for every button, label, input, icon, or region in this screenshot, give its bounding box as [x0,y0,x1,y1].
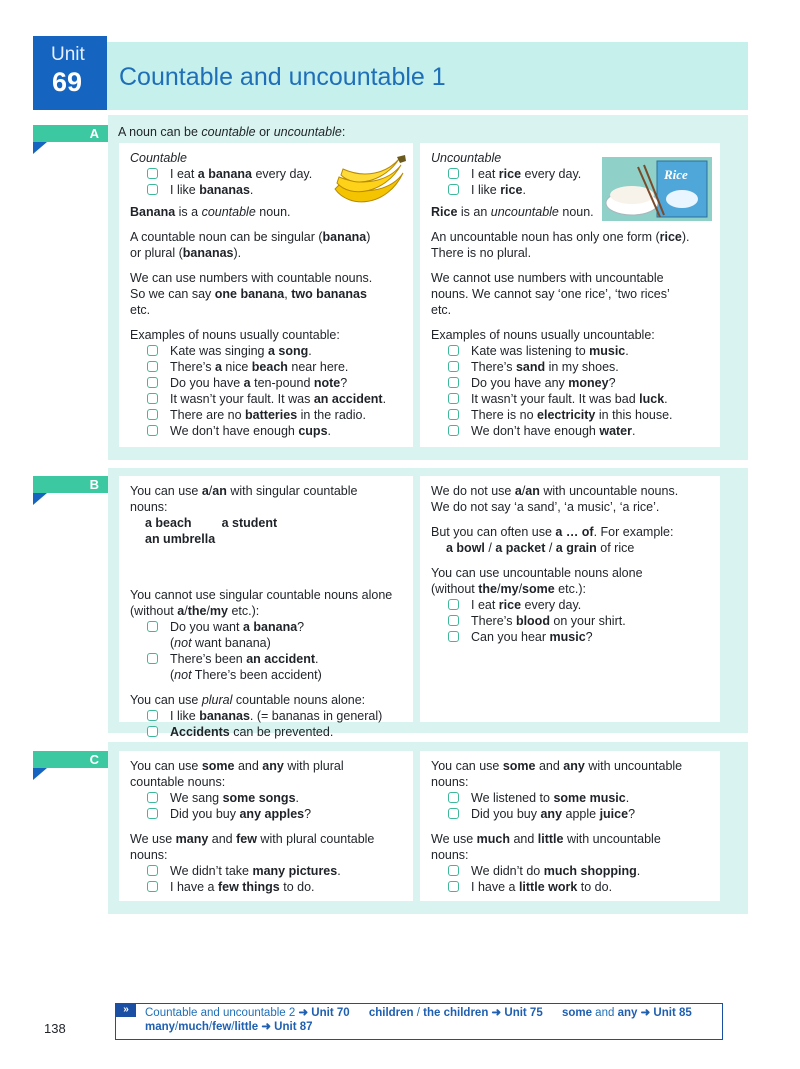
b-uncountable-alone-rule: You can use uncountable nouns alone (without the/my/some etc.): [431,566,643,596]
b-countable-alone-rule: You cannot use singular countable nouns alone (without a/the/my etc.): [130,588,393,618]
section-a-uncountable-panel [420,143,720,447]
section-c-uncountable-panel [420,751,720,901]
example-item: I like bananas. [130,182,402,198]
example-item: I have a little work to do. [431,879,709,895]
example-item: We don’t have enough water. [431,423,709,439]
example-item: I like rice. [431,182,709,198]
example-item: There’s blood on your shirt. [431,613,709,629]
section-tab-a: A [33,125,108,142]
uncountable-heading: Uncountable [431,151,502,165]
rice-illustration [602,157,712,221]
example-item: Can you hear music? [431,629,709,645]
uncountable-one-form: An uncountable noun has only one form (rice). There is no plural. [431,230,690,260]
c-many-few: We use many and few with plural countable nouns: [130,832,375,862]
example-item: We listened to some music. [431,790,709,806]
example-item: There’s been an accident. [130,651,402,667]
page-number: 138 [44,1021,66,1036]
b-countable-intro: You can use a/an with singular countable nouns: [130,484,358,514]
example-item: Kate was listening to music. [431,343,709,359]
example-item: Do you want a banana? [130,619,402,635]
example-item: It wasn’t your fault. It was bad luck. [431,391,709,407]
section-a-countable-panel [119,143,413,447]
example-item: I have a few things to do. [130,879,402,895]
example-note: (not want banana) [170,636,271,650]
section-b-countable-panel [119,476,413,739]
countable-examples-heading: Examples of nouns usually countable: [130,328,340,342]
example-item: There’s a nice beach near here. [130,359,402,375]
rice-packet-label: Rice [664,167,688,182]
example-item: Did you buy any apple juice? [431,806,709,822]
section-tab-b: B [33,476,108,493]
title-band [107,42,748,110]
example-item: Do you have a ten-pound note? [130,375,402,391]
section-tab-fold [33,142,47,154]
section-c-countable-panel [119,751,413,901]
section-tab-fold [33,493,47,505]
example-item: Do you have any money? [431,375,709,391]
countable-singular-plural: A countable noun can be singular (banana) or plural (bananas). [130,230,371,260]
cross-reference-link[interactable]: many/much/few/little ➜ Unit 87 [145,1021,313,1033]
b-plural-alone-rule: You can use plural countable nouns alone: [130,693,366,707]
example-item: I eat rice every day. [431,597,709,613]
example-item: There is no electricity in this house. [431,407,709,423]
word-example: a beach [145,516,192,530]
example-item: There’s sand in my shoes. [431,359,709,375]
countable-word-examples [130,515,402,547]
example-item: It wasn’t your fault. It was an accident. [130,391,402,407]
b-a-of-rule: But you can often use a … of. For example: a bowl / a packet / a grain of rice [431,525,674,555]
example-item: I eat rice every day. [431,166,709,182]
page-title: Countable and uncountable 1 [119,63,446,91]
example-item: We sang some songs. [130,790,402,806]
c-much-little: We use much and little with uncountable nouns: [431,832,661,862]
uncountable-definition: Rice is an uncountable noun. [431,205,594,219]
unit-label: Unit [51,44,85,65]
b-uncountable-intro: We do not use a/an with uncountable nouns. We do not say ‘a sand’, ‘a music’, ‘a rice’. [431,484,679,514]
countable-heading: Countable [130,151,187,165]
example-item: We didn’t do much shopping. [431,863,709,879]
banana-illustration [329,153,411,213]
section-tab-c: C [33,751,108,768]
example-item: I like bananas. (= bananas in general) [130,708,402,724]
c-some-any-countable: You can use some and any with plural countable nouns: [130,759,344,789]
double-chevron-icon: » [116,1004,136,1017]
example-item: We don’t have enough cups. [130,423,402,439]
countable-numbers: We can use numbers with countable nouns. So we can say one banana, two bananas etc. [130,271,373,317]
uncountable-numbers: We cannot use numbers with uncountable nouns. We cannot say ‘one rice’, ‘two rices’ etc. [431,271,670,317]
c-some-any-uncountable: You can use some and any with uncountable nouns: [431,759,683,789]
countable-definition: Banana is a countable noun. [130,205,291,219]
cross-reference-link[interactable]: children / the children ➜ Unit 75 [368,1007,543,1019]
cross-reference-line [145,1007,692,1020]
unit-number: 69 [52,67,83,97]
example-item: Accidents can be prevented. [130,724,402,740]
example-item: Kate was singing a song. [130,343,402,359]
example-item: We didn’t take many pictures. [130,863,402,879]
uncountable-examples-heading: Examples of nouns usually uncountable: [431,328,655,342]
example-item: Did you buy any apples? [130,806,402,822]
example-item: There are no batteries in the radio. [130,407,402,423]
cross-reference-box [115,1003,723,1040]
word-example: a student [221,516,278,530]
section-b-uncountable-panel [420,476,720,722]
cross-reference-link[interactable]: some and any ➜ Unit 85 [561,1007,692,1019]
section-tab-fold [33,768,47,780]
example-item: I eat a banana every day. [130,166,402,182]
word-example: an umbrella [145,532,216,546]
unit-badge [33,36,107,110]
example-note: (not There’s been accident) [170,668,322,682]
cross-reference-link[interactable]: Countable and uncountable 2 ➜ Unit 70 [145,1007,350,1019]
section-a-intro: A noun can be countable or uncountable: [118,125,346,139]
